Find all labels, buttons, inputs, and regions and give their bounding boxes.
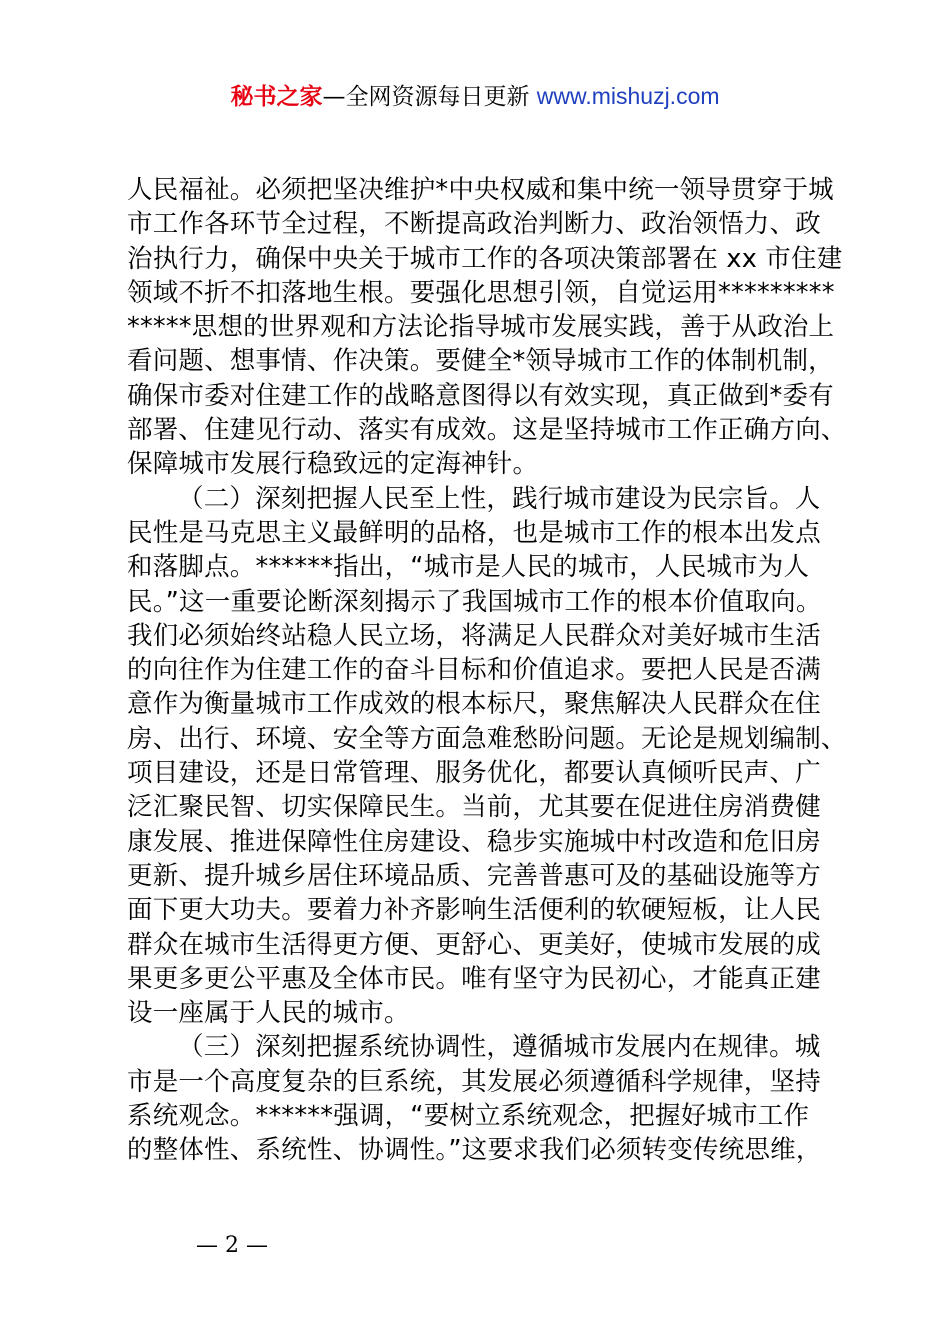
text-line: 泛汇聚民智、切实保障民生。当前，尤其要在促进住房消费健 — [127, 792, 821, 823]
text-line: 康发展、推进保障性住房建设、稳步实施城中村改造和危旧房 — [127, 826, 821, 857]
site-header — [0, 80, 950, 113]
document-body — [127, 173, 847, 1168]
text-line: 项目建设，还是日常管理、服务优化，都要认真倾听民声、广 — [127, 758, 821, 789]
text-line: 系统观念。******强调，“要树立系统观念，把握好城市工作 — [127, 1101, 810, 1132]
text-line: 的整体性、系统性、协调性。”这要求我们必须转变传统思维， — [127, 1135, 822, 1166]
text-line: 看问题、想事情、作决策。要健全*领导城市工作的体制机制， — [127, 346, 834, 377]
text-line: 的向往作为住建工作的奋斗目标和价值追求。要把人民是否满 — [127, 655, 821, 686]
text-line: 部署、住建见行动、落实有成效。这是坚持城市工作正确方向、 — [127, 415, 847, 446]
text-line: 民性是马克思主义最鲜明的品格，也是城市工作的根本出发点 — [127, 517, 821, 548]
text-line: 确保市委对住建工作的战略意图得以有效实现，真正做到*委有 — [127, 380, 834, 411]
text-line: 设一座属于人民的城市。 — [127, 998, 410, 1029]
site-url[interactable]: www.mishuzj.com — [536, 83, 720, 109]
text-line: *****思想的世界观和方法论指导城市发展实践，善于从政治上 — [127, 312, 835, 343]
text-line: 更新、提升城乡居住环境品质、完善普惠可及的基础设施等方 — [127, 860, 821, 891]
text-line: 房、出行、环境、安全等方面急难愁盼问题。无论是规划编制、 — [127, 723, 847, 754]
text-line: 人民福祉。必须把坚决维护*中央权威和集中统一领导贯穿于城 — [127, 175, 834, 205]
text-line: 我们必须始终站稳人民立场，将满足人民群众对美好城市生活 — [127, 620, 821, 651]
text-line: 领域不折不扣落地生根。要强化思想引领，自觉运用********* — [127, 277, 835, 308]
text-line: 果更多更公平惠及全体市民。唯有坚守为民初心，才能真正建 — [127, 963, 821, 994]
text-line: 民。”这一重要论断深刻揭示了我国城市工作的根本价值取向。 — [127, 586, 822, 617]
text-line: 市是一个高度复杂的巨系统，其发展必须遵循科学规律，坚持 — [127, 1066, 821, 1097]
text-line: 群众在城市生活得更方便、更舒心、更美好，使城市发展的成 — [127, 929, 821, 960]
section-heading-line: （二）深刻把握人民至上性，践行城市建设为民宗旨。人 — [178, 483, 821, 514]
section-heading-line: （三）深刻把握系统协调性，遵循城市发展内在规律。城 — [178, 1032, 821, 1063]
text-line: 意作为衡量城市工作成效的根本标尺，聚焦解决人民群众在住 — [127, 689, 821, 720]
page-number: — 2 — — [196, 1233, 268, 1258]
text-line: 治执行力，确保中央关于城市工作的各项决策部署在 xx 市住建 — [127, 243, 843, 274]
text-line: 面下更大功夫。要着力补齐影响生活便利的软硬短板，让人民 — [127, 895, 821, 926]
header-tagline: —全网资源每日更新 — [322, 84, 537, 110]
text-line: 市工作各环节全过程，不断提高政治判断力、政治领悟力、政 — [127, 209, 821, 240]
text-line: 保障城市发展行稳致远的定海神针。 — [127, 449, 539, 480]
text-line: 和落脚点。******指出，“城市是人民的城市，人民城市为人 — [127, 552, 810, 583]
brand-name: 秘书之家 — [230, 84, 323, 110]
